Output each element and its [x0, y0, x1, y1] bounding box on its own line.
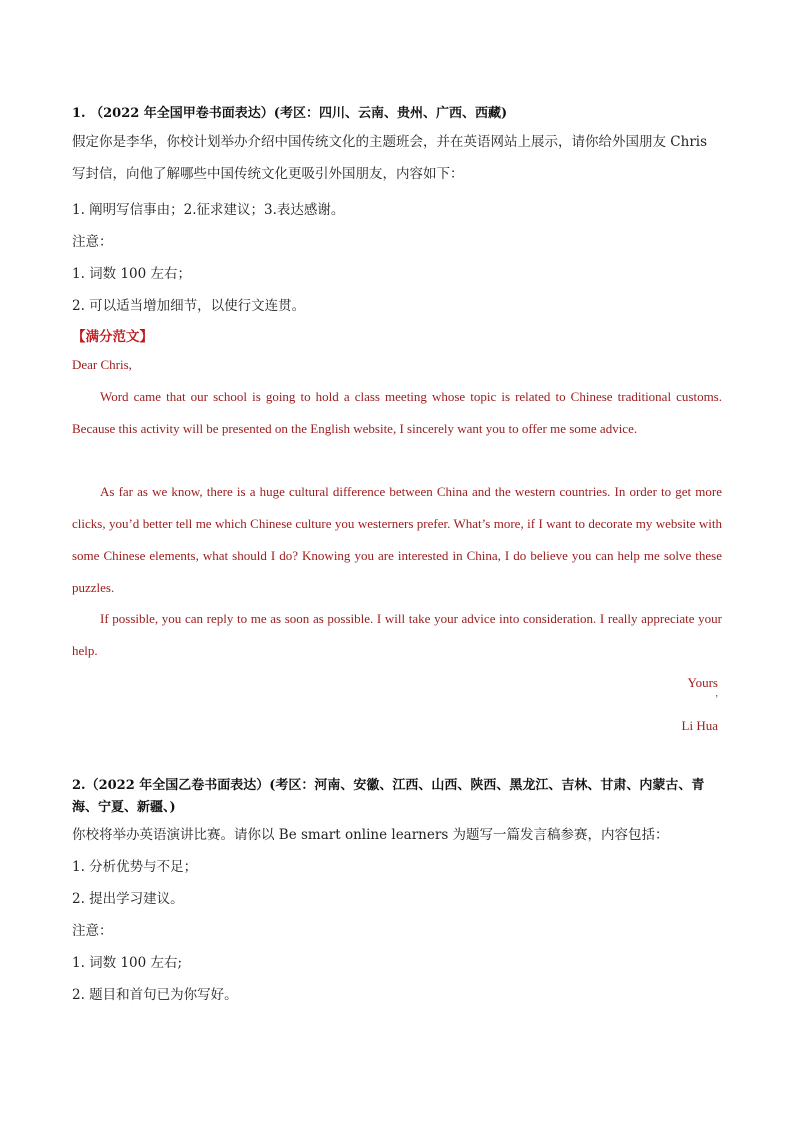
essay-greeting: Dear Chris, — [72, 357, 132, 372]
question-1-heading: 1. （2022 年全国甲卷书面表达）(考区：四川、云南、贵州、广西、西藏) — [72, 106, 508, 121]
essay-closing: Yours — [687, 675, 718, 690]
question-1-note-1: 1. 词数 100 左右； — [72, 266, 192, 282]
question-2-point-1: 1. 分析优势与不足； — [72, 859, 198, 875]
question-2-note-1: 1. 词数 100 左右; — [72, 955, 183, 971]
question-2-note-2: 2. 题目和首句已为你写好。 — [72, 987, 238, 1003]
question-2-note-label: 注意： — [72, 923, 113, 939]
question-1-note-label: 注意： — [72, 234, 113, 250]
essay-closing-comma: , — [715, 688, 718, 699]
question-1-prompt: 假定你是李华，你校计划举办介绍中国传统文化的主题班会，并在英语网站上展示，请你给外国朋友 Chris 写封信，向他了解哪些中国传统文化更吸引外国朋友，内容如下： — [72, 134, 708, 182]
essay-paragraph-2: As far as we know, there is a huge cultural difference between China and the western countries. In order to get more clicks, you’d better tell me which Chinese culture you westerners prefer. What’s more, if I want to decorate my website with some Chinese elements, what should I do? Knowing you are interested in China, I do believe you can help me solve these puzzles. — [72, 484, 722, 595]
essay-paragraph-1: Word came that our school is going to hold a class meeting whose topic is related to Chinese traditional customs. Because this activity will be presented on the English website, I sincerely want you to offer me some advice. — [72, 389, 722, 436]
question-2-heading: 2.（2022 年全国乙卷书面表达）(考区：河南、安徽、江西、山西、陕西、黑龙江、吉林、甘肃、内蒙古、青海、宁夏、新疆、) — [72, 778, 705, 815]
question-1-points: 1. 阐明写信事由；2.征求建议；3.表达感谢。 — [72, 202, 345, 218]
question-2-prompt: 你校将举办英语演讲比赛。请你以 Be smart online learners 为题写一篇发言稿参赛，内容包括： — [72, 827, 669, 843]
essay-paragraph-3: If possible, you can reply to me as soon as possible. I will take your advice into consideration. I really appreciate your help. — [72, 611, 722, 658]
model-essay-label: 【满分范文】 — [72, 329, 153, 345]
question-1-note-2: 2. 可以适当增加细节，以使行文连贯。 — [72, 298, 306, 314]
essay-signature: Li Hua — [681, 718, 718, 733]
question-2-point-2: 2. 提出学习建议。 — [72, 891, 184, 907]
